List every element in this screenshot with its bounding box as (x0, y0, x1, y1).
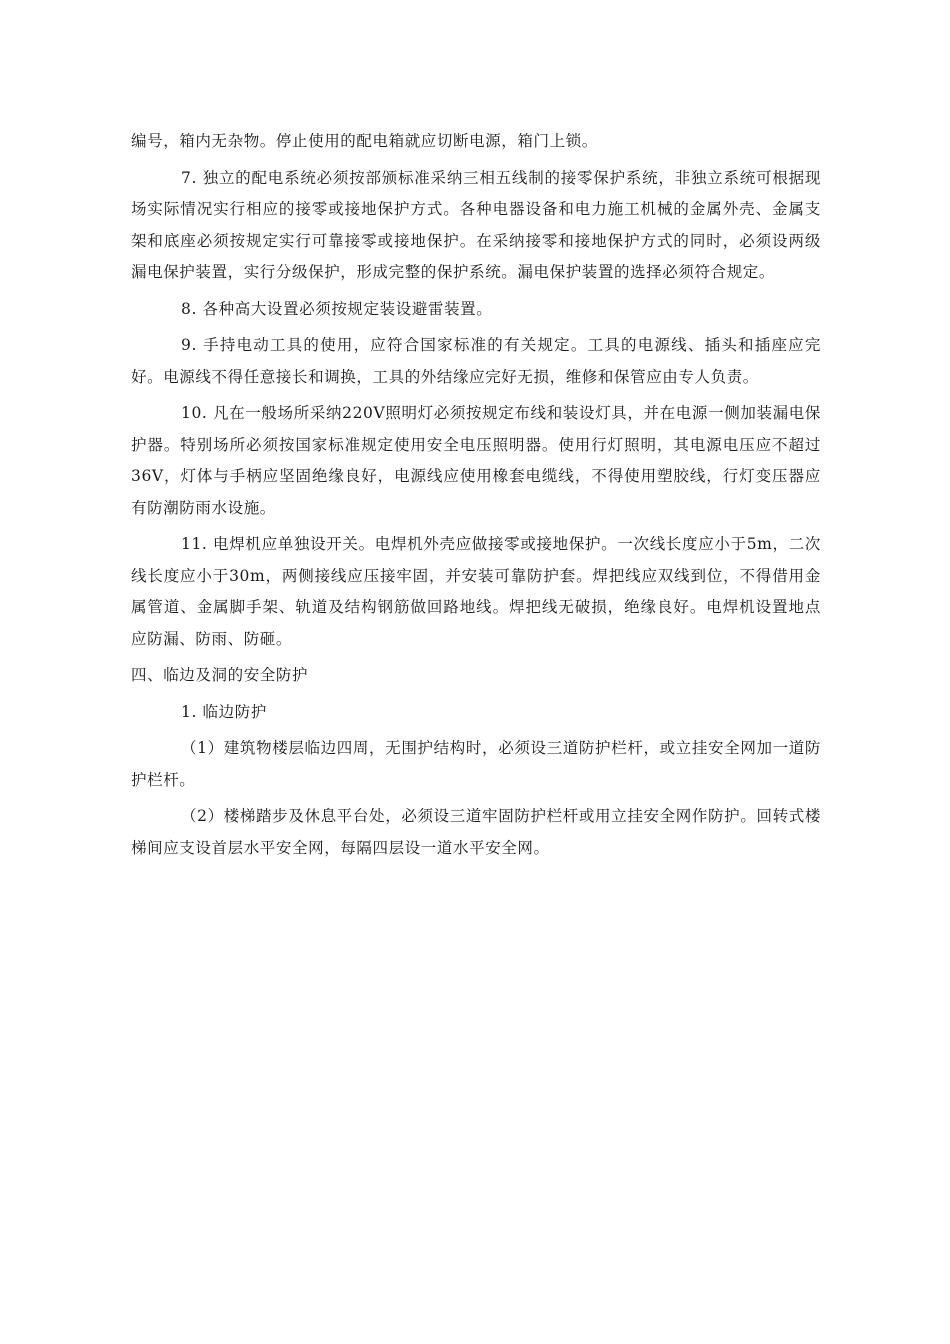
paragraph-item-10: 10. 凡在一般场所采纳220V照明灯必须按规定布线和装设灯具，并在电源一侧加装漏电保护器。特别场所必须按国家标准规定使用安全电压照明器。使用行灯照明，其电源电压应不超过36V，灯体与手柄应坚固绝缘良好，电源线应使用橡套电缆线，不得使用塑胶线，行灯变压器应有防潮防雨水设施。 (131, 404, 821, 517)
paragraph-item-8: 8. 各种高大设置必须按规定装设避雷装置。 (181, 299, 493, 318)
paragraph-sub-2: （2）楼梯踏步及休息平台处，必须设三道牢固防护栏杆或用立挂安全网作防护。回转式楼梯间应支设首层水平安全网，每隔四层设一道水平安全网。 (131, 807, 821, 857)
subsection-heading: 1. 临边防护 (181, 702, 267, 721)
paragraph-continuation: 编号，箱内无杂物。停止使用的配电箱就应切断电源，箱门上锁。 (131, 132, 598, 150)
paragraph-sub-1: （1）建筑物楼层临边四周，无围护结构时，必须设三道防护栏杆，或立挂安全网加一道防护栏杆。 (131, 739, 821, 789)
paragraph-item-11: 11. 电焊机应单独设开关。电焊机外壳应做接零或接地保护。一次线长度应小于5m，二次线长度应小于30m，两侧接线应压接牢固，并安装可靠防护套。焊把线应双线到位，不得借用金属管道、金属脚手架、轨道及结构钢筋做回路地线。焊把线无破损，绝缘良好。电焊机设置地点应防漏、防雨、防砸。 (131, 535, 821, 648)
paragraph-item-9: 9. 手持电动工具的使用，应符合国家标准的有关规定。工具的电源线、插头和插座应完好。电源线不得任意接长和调换，工具的外结缘应完好无损，维修和保管应由专人负责。 (131, 336, 821, 386)
section-heading: 四、临边及洞的安全防护 (131, 666, 309, 684)
paragraph-item-7: 7. 独立的配电系统必须按部颁标准采纳三相五线制的接零保护系统，非独立系统可根据现场实际情况实行相应的接零或接地保护方式。各种电器设备和电力施工机械的金属外壳、金属支架和底座必须按规定实行可靠接零或接地保护。在采纳接零和接地保护方式的同时，必须设两级漏电保护装置，实行分级保护，形成完整的保护系统。漏电保护装置的选择必须符合规定。 (131, 168, 821, 281)
document-body (131, 126, 821, 869)
